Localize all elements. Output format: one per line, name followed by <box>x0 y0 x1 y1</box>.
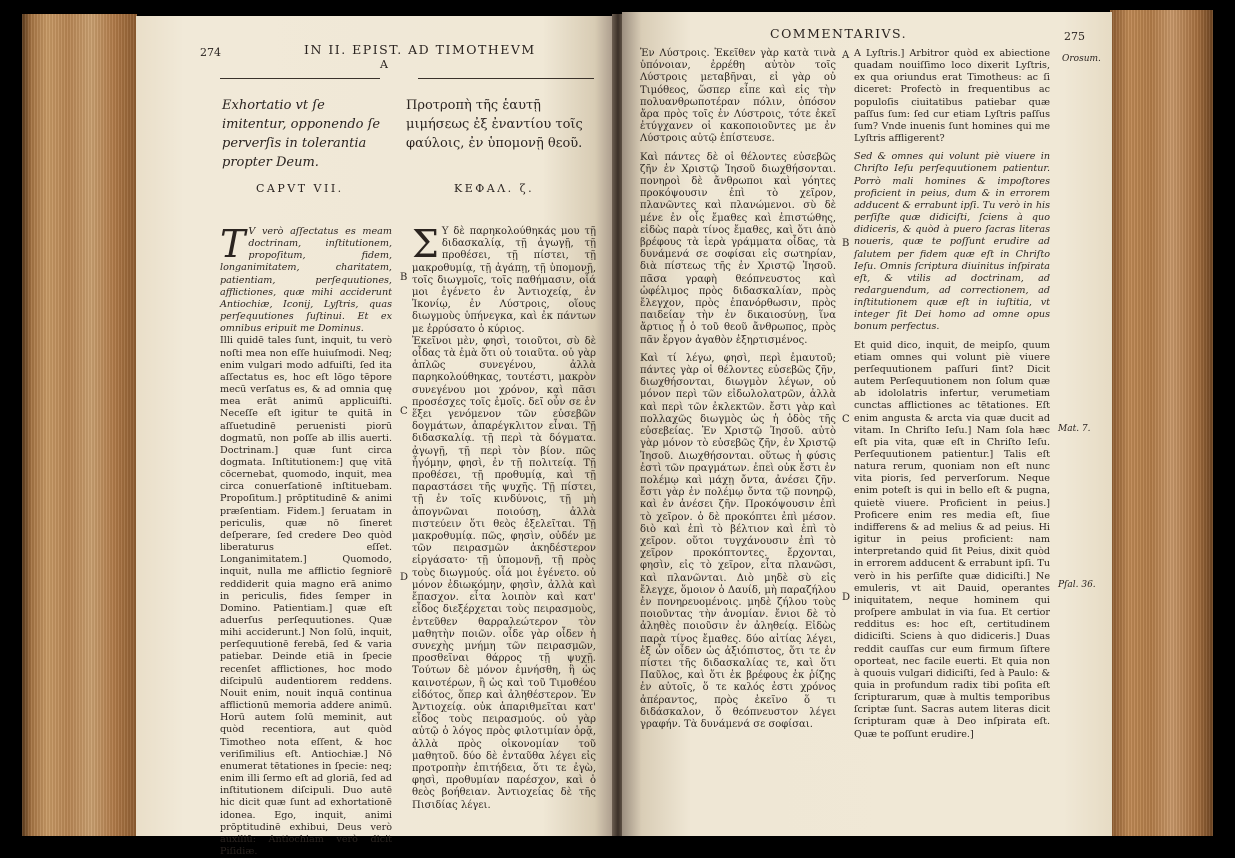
margin-letter-a: A <box>842 50 850 61</box>
margin-letter-d: D <box>842 592 851 603</box>
right-page-edges <box>1110 10 1213 836</box>
chapter-heading-greek: ΚΕΦΑΛ. ζ. <box>454 182 535 195</box>
page-number: 274 <box>200 46 221 59</box>
latin-verse: Sed & omnes qui volunt piè viuere in Chriſto Ieſu perſequutionem patientur. Porrò mali homines & impoſtores proficient in peius, dum & in errorem adducent & errabunt ipſi. Tu verò in his perſiſte quæ didiciſti, ſciens à quo didiceris, & quòd à puero ſacras literas noueris, quæ te poſſunt erudire ad ſalutem per fidem quæ eſt in Chriſto Ieſu. Omnis ſcriptura diuinitus inſpirata eſt, & vtilis ad doctrinam, ad redarguendum, ad correctionem, ad inſtitutionem quæ eſt in iuſtitia, vt integer ſit Dei homo ad omne opus bonum perfectus. <box>854 151 1050 333</box>
greek-opening: Ἐν Λύστροις. Ἐκεῖθεν γὰρ κατὰ τινὰ ὑπόνοιαν, ἐρρέθη αὐτὸν τοῖς Λύστροις μεταβῆναι, εἰ γὰρ οὐ Τιμόθεος, ὥσπερ εἶπε καὶ εἰς τὴν πολυανθρωποτέραν πόλιν, ὁπόσον ἄρα πρὸς τοῖς ἐν Λύστροις, τότε ἐκεῖ ἐτύγχανεν οἱ κακοποιοῦντες με ἐν Λύστροις αὐτῷ ἐπίστευσε. <box>640 48 836 145</box>
greek-commentary: Ἐκεῖνοι μὲν, φησὶ, τοιοῦτοι, σὺ δὲ οἶδας τὰ ἐμὰ ὅτι οὐ τοιαῦτα. οὐ γὰρ ἁπλῶς συνεγένου, ἀλλὰ παρηκολούθηκας, τουτέστι, μακρὸν συνεγένου μοι χρόνον, καὶ πᾶσι προσέσχες τοῖς ἐμοῖς. δεῖ οὖν σε ἐν ἕξει γενόμενον τῶν εὐσεβῶν δογμάτων, ἀπαρέγκλιτον εἶναι. Τῇ διδασκαλίᾳ. τῇ περὶ τὰ δόγματα. ἀγωγῇ, τῇ περὶ τὸν βίον. πῶς ἦγόμην, φησὶ, ἐν τῇ πολιτείᾳ. Τῇ προθέσει, τῇ προθυμίᾳ, καὶ τῇ παραστάσει τῆς ψυχῆς. Τῇ πίστει, τῇ ἐν τοῖς κινδύνοις, τῇ μὴ ἀπογνῶναι ποιούσῃ, ἀλλὰ πιστεύειν ὅτι θεὸς ἐξελεῖται. Τῇ μακροθυμίᾳ. πῶς, φησὶν, οὐδέν με τῶν πειρασμῶν ἀκηδέστερον εἰργάσατο· τῇ ὑπομονῇ, τῇ πρὸς τοὺς διωγμούς. οἷά μοι ἐγένετο. οὐ μόνον ἐδιωκόμην, φησὶν, ἀλλὰ καὶ ἔπασχον. εἶτα λοιπὸν καὶ κατ' εἶδος διεξέρχεται τοὺς πειρασμοὺς, ἐντεῦθεν θαρραλεώτερον τὸν μαθητὴν ποιῶν. οἶδε γὰρ οἶδεν ἡ συνεχὴς μνήμη τῶν πειρασμῶν, προσθεῖναι θάρρος τῇ ψυχῇ. Τούτων δὲ μόνον ἐμνήσθη, ἢ ὡς καινοτέρων, ἢ ὡς καὶ τοῦ Τιμοθέου εἰδότος, ὅπερ καὶ ἀληθέστερον. Ἐν Ἀντιοχείᾳ. οὐκ ἀπαριθμεῖται κατ' εἶδος τοὺς πειρασμούς. οὐ γὰρ αὐτῷ ὁ λόγος πρὸς φιλοτιμίαν ὁρᾷ, ἀλλὰ πρὸς οἰκονομίαν τοῦ μαθητοῦ. δύο δὲ ἐνταῦθα λέγει εἰς προτροπὴν ἐπιτήδεια, ὅτι τε ἐγὼ, φησὶ, προθυμίαν παρέσχον, καὶ ὁ θεὸς βοήθειαν. Ἀντιοχείας δὲ τῆς Πισιδίας λέγει. <box>412 335 596 811</box>
margin-letter-b: B <box>842 238 850 249</box>
latin-commentary: Et quid dico, inquit, de meipſo, quum etiam omnes qui volunt piè viuere perſequutionem paſſuri ſint? Dicit autem Perſequutionem non ſolum quæ ab idololatris infertur, verumetiam cunctas afflictiones ac tētationes. Eſt enim angusta & arcta via quæ ducit ad vitam. In Chriſto Ieſu.] Nam ſola hæc eſt pia vita, quæ eſt in Chriſto Ieſu. Perſequutionem patientur.] Talis eſt natura rerum, quoniam non eſt nunc vita pioris, ſed perverſorum. Neque enim poteſt is qui in bello eſt & pugna, quietè viuere. Proficient in peius.] Proficere enim res media eſt, ſiue indifferens & ad melius & ad peius. Hi igitur in peius proficient: nam interpretando quid ſit Peius, dixit quòd in errorem adducent & errabunt ipſi. Tu verò in his perſiſte quæ didiciſti.] Ne emuleris, vt ait Dauid, operantes iniquitatem, neque hominem qui proſpere ambulat in via ſua. Et certior redditus es: hoc eſt, certitudinem didiciſti. Sciens à quo didiceris.] Duas reddit cauſſas cur eum firmum ſiſtere oporteat, nec facile euerti. Et quia non à quouis vulgari didiciſti, ſed à Paulo: & quia in profundum radix tibi poſita eſt ſcripturarum, quæ à multis temporibus ſcriptæ ſunt. Sacras autem literas dicit ſcripturam quæ à Deo inſpirata eſt. Quæ te poſſunt erudire.] <box>854 339 1050 740</box>
latin-verse: V verò aſſectatus es meam doctrinam, inſtitutionem, propoſitum, fidem, longanimitatem, charitatem, patientiam, perſequutiones, afflictiones, quæ mihi acciderunt Antiochiæ, Iconij, Lyſtris, quas perſequutiones ſuſtinui. Et ex omnibus eripuit me Dominus. <box>220 226 392 335</box>
margin-letter-c: C <box>842 414 850 425</box>
greek-verse: Καὶ πάντες δὲ οἱ θέλοντες εὐσεβῶς ζῆν ἐν Χριστῷ Ἰησοῦ διωχθήσονται. πονηροὶ δὲ ἄνθρωποι καὶ γόητες προκόψουσιν ἐπὶ τὸ χεῖρον, πλανῶντες καὶ πλανώμενοι. σὺ δὲ μένε ἐν οἷς ἔμαθες καὶ ἐπιστώθης, εἰδὼς παρὰ τίνος ἔμαθες, καὶ ὅτι ἀπὸ βρέφους τὰ ἱερὰ γράμματα οἶδας, τὰ δυνάμενά σε σοφίσαι εἰς σωτηρίαν, διὰ πίστεως τῆς ἐν Χριστῷ Ἰησοῦ. πᾶσα γραφὴ θεόπνευστος καὶ ὠφέλιμος πρὸς διδασκαλίαν, πρὸς ἔλεγχον, πρὸς ἐπανόρθωσιν, πρὸς παιδείαν τὴν ἐν δικαιοσύνῃ, ἵνα ἄρτιος ᾖ ὁ τοῦ θεοῦ ἄνθρωπος, πρὸς πᾶν ἔργον ἀγαθὸν ἐξηρτισμένος. <box>640 151 836 346</box>
rule-right-col <box>418 78 594 79</box>
greek-column <box>412 222 596 816</box>
chapter-summary-greek: Προτροπὴ τῆς ἑαυτῇ μιμήσεως ἐξ ἐναντίου τοῖς φαύλοις, ἐν ὑπομονῇ θεοῦ. <box>406 98 583 151</box>
greek-commentary: Καὶ τί λέγω, φησὶ, περὶ ἐμαυτοῦ; πάντες γὰρ οἱ θέλοντες εὐσεβῶς ζῆν, διωχθήσονται, διωγμὸν λέγων, οὐ μόνον περὶ τῶν εἰδωλολατρῶν, ἀλλὰ καὶ περὶ τῶν ἐκλεκτῶν. ἔστι γὰρ καὶ πολλαχῶς διωγμὸς ὡς ἡ ὁδὸς τῆς εὐσεβείας. Ἐν Χριστῷ Ἰησοῦ. αὐτὸ γὰρ μόνον τὸ εὐσεβῶς ζῆν, ἐν Χριστῷ Ἰησοῦ. Διωχθήσονται. οὕτως ἡ φύσις ἐστὶ τῶν πραγμάτων. ἐπεὶ οὐκ ἔστι ἐν πολέμῳ καὶ μάχῃ ὄντα, ἀνέσει ζῆν. ἔστι γὰρ ἐν πολέμῳ ὄντα τῷ πονηρῷ, καὶ ἐν ἀνέσει ζῆν. Προκόψουσιν ἐπὶ τὸ χεῖρον. ὁ δὲ προκόπτει ἐπὶ μέσον. διὸ καὶ ἐπὶ τὸ βέλτιον καὶ ἐπὶ τὸ χεῖρον. οὕτοι τυγχάνουσιν ἐπὶ τὸ χεῖρον προκόπτοντες. ἔρχονται, φησὶν, εἰς τὸ χεῖρον, εἶτα πλανῶσι, καὶ πλανῶνται. Διὸ μηδὲ σὺ εἰς ἔλεγχε, ὅμοιον ὁ Δαυίδ, μὴ παραζήλου ἐν πονηρευομένοις. μηδὲ ζήλου τοὺς ποιοῦντας τὴν ἀνομίαν. ἔνιοι δὲ τὸ ἀληθὲς ποιοῦσιν ἐν ἀληθείᾳ. Εἰδὼς παρὰ τίνος ἔμαθες. δύο αἰτίας λέγει, ἐξ ὧν οἶδεν ὡς ἀξιόπιστος, ὅτι τε ἐν πίστει τῆς διδασκαλίας τε, καὶ ὅτι Παῦλος, καὶ ὅτι ἐκ βρέφους ἐκ ῥίζης ἐν αὐτοῖς, ὅ τε καλός ἐστι χρόνος ἀπέραντος, πρὸς ἐκεῖνο ὅ τι διδάσκαλον, ὅ θεόπνευστον λέγει γραφήν. Τὰ δυνάμενά σε σοφίσαι. <box>640 352 836 730</box>
latin-column <box>854 48 1050 810</box>
signature-mark: A <box>380 58 388 71</box>
right-page <box>622 12 1112 836</box>
running-head: IN II. EPIST. AD TIMOTHEVM <box>304 42 536 57</box>
chapter-summary-latin: Exhortatio vt ſe imitentur, opponendo ſe perverſis in tolerantia propter Deum. <box>222 98 381 170</box>
running-head: COMMENTARIVS. <box>770 26 908 41</box>
drop-cap-latin: T <box>220 222 246 266</box>
margin-letter-c: C <box>400 406 408 417</box>
left-page-edges <box>22 14 137 836</box>
margin-letter-b: B <box>400 272 408 283</box>
margin-reference-matthew: Mat. 7. <box>1058 424 1091 434</box>
margin-note: Orosum. <box>1062 54 1101 64</box>
latin-opening: A Lyſtris.] Arbitror quòd ex abiectione quadam nouiſſimo loco dixerit Lyſtris, ex qua oriundus erat Timotheus: ac ſi diceret: Profectò in frequentibus ac populoſis ciuitatibus patiebar quæ paſſus ſum: ſed cur etiam Lyſtris paſſus ſum? Vnde inuenis ſunt homines qui me Lyſtris affligerent? <box>854 48 1050 145</box>
margin-letter-d: D <box>400 572 409 583</box>
chapter-heading-latin: CAPVT VII. <box>256 182 344 195</box>
left-page <box>136 16 614 857</box>
greek-column <box>640 48 836 810</box>
drop-cap-greek: Σ <box>412 222 439 266</box>
rule-left-col <box>220 78 380 79</box>
greek-verse: Υ δὲ παρηκολούθηκάς μου τῇ διδασκαλίᾳ, τῇ ἀγωγῇ, τῇ προθέσει, τῇ πίστει, τῇ μακροθυμίᾳ, τῇ ἀγάπῃ, τῇ ὑπομονῇ, τοῖς διωγμοῖς, τοῖς παθήμασιν, οἷά μοι ἐγένετο ἐν Ἀντιοχείᾳ, ἐν Ἰκονίῳ, ἐν Λύστροις, οἵους διωγμοὺς ὑπήνεγκα, καὶ ἐκ πάντων με ἐρρύσατο ὁ κύριος. <box>412 226 596 335</box>
latin-column <box>220 222 392 857</box>
page-number: 275 <box>1064 30 1085 43</box>
latin-commentary: Illi quidē tales ſunt, inquit, tu verò noſti mea non eſſe huiuſmodi. Neq; enim vulgari modo adfuiſti, ſed ita aſſectatus es, hoc eſt lōgo tēpore mecū verſatus es, & ad omnia quę mea erāt animū applicuiſti. Neceſſe eſt igitur te quitā in aſſuetudinē peruenisti piorū dogmatū, non poſſe ab illis auerti. Doctrinam.] quæ ſunt circa dogmata. Inſtitutionem:] quę vitā cōcernebat, quomodo, inquit, mea circa conuerſationē inſtituebam. Propoſitum.] prōptitudinē & animi præſentiam. Fidem.] ſeruatam in periculis, quæ nō ſineret deſperare, ſed credere Deo quòd liberaturus eſſet. Longanimitatem.] Quomodo, inquit, nulla me afflictio ſegniorē reddiderit quia magno erā animo in periculis, fides ſemper in Domino. Patientiam.] quæ eſt aduerſus perſequutiones. Quæ mihi acciderunt.] Non ſolū, inquit, perſequutionē ferebā, ſed & varia patiebar. Deinde etiā in ſpecie recenſet afflictiones, hoc modo diſcipulū audentiorem reddens. Nouit enim, nouit inquā continua afflictionū memoria addere animū. Horū autem ſolū meminit, aut quòd recentiora, aut quòd Timotheo nota eſſent, & hoc veriſimilius eſt. Antiochiæ.] Nō enumerat tētationes in ſpecie: neq; enim illi ſermo eſt ad gloriā, ſed ad inſtitutionem diſcipuli. Duo autē hic dicit quæ ſunt ad exhortationē idonea. Ego, inquit, animi prōptitudinē exhibui, Deus verò auxiliū: Antiochiam verò dicit Piſidiæ. <box>220 335 392 857</box>
margin-reference-psalm: Pſal. 36. <box>1058 580 1096 590</box>
